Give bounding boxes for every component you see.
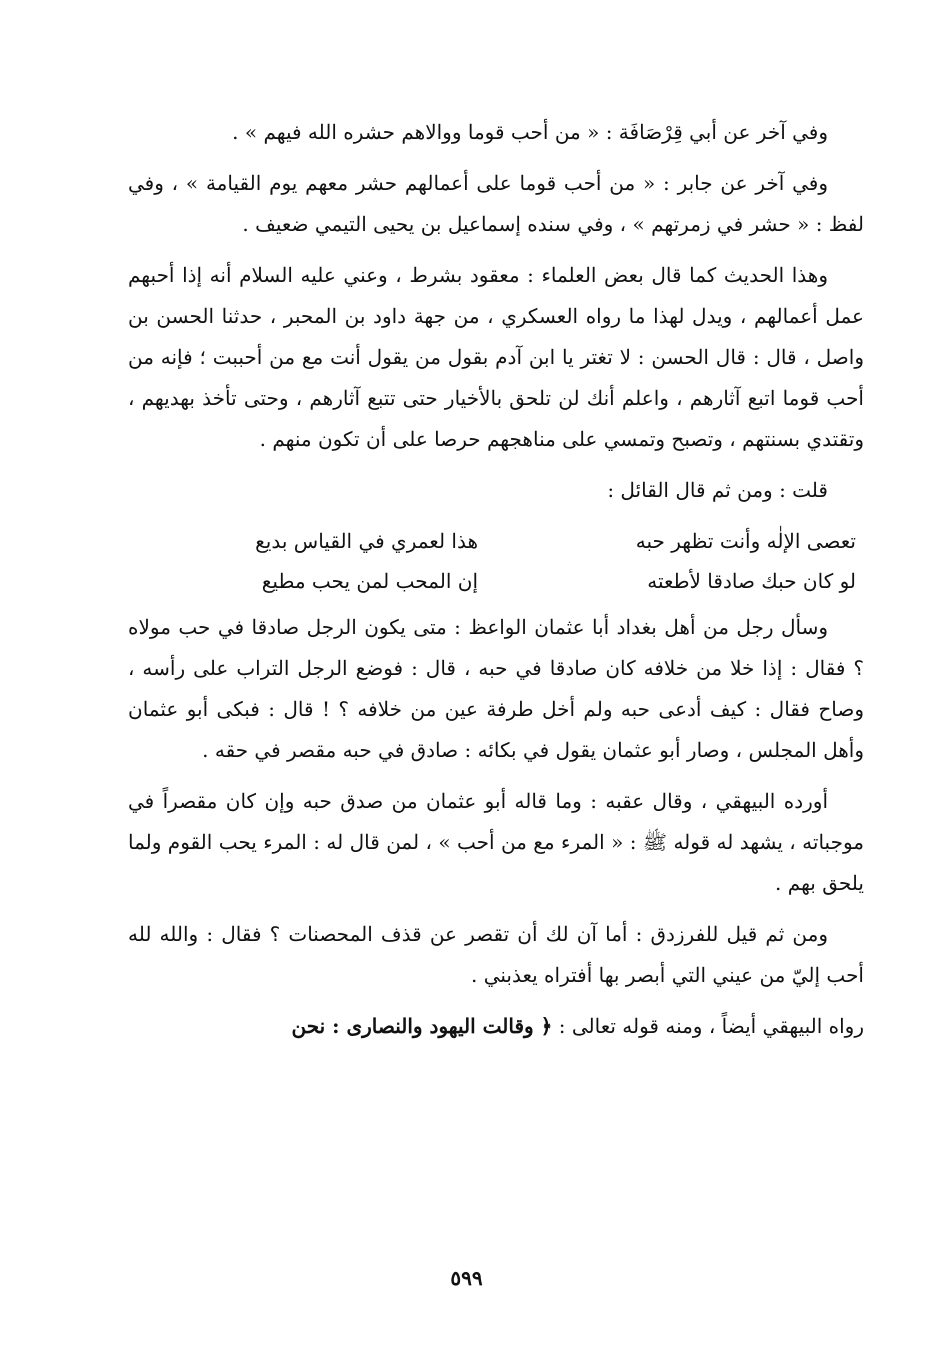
paragraph-abu-qirsafa: وفي آخر عن أبي قِرْصَافَة : « من أحب قوما ووالاهم حشره الله فيهم » . bbox=[232, 120, 828, 144]
page-number: ٥٩٩ bbox=[450, 1266, 483, 1290]
poem bbox=[128, 521, 864, 601]
poem-verse bbox=[128, 561, 864, 601]
paragraph-farazdaq: ومن ثم قيل للفرزدق : أما آن لك أن تقصر عن قذف المحصنات ؟ فقال : والله لله أحب إليّ من عيني التي أبصر بها أفتراه يعذبني . bbox=[128, 922, 864, 987]
poem-verse-second-half: إن المحب لمن يحب مطيع bbox=[261, 569, 478, 593]
page-body bbox=[128, 112, 864, 1057]
poem-verse bbox=[128, 521, 864, 561]
paragraph-hadith-explanation: وهذا الحديث كما قال بعض العلماء : معقود بشرط ، وعني عليه السلام أنه إذا أحبهم عمل أعمالهم ، ويدل لهذا ما رواه العسكري ، من جهة داود بن المحبر ، حدثنا الحسن بن واصل ، قال : قال الحسن : لا تغتر يا ابن آدم بقول من يقول أنت مع من أحببت ؛ فإنه من أحب قوما اتبع آثارهم ، واعلم أنك لن تلحق بالأخيار حتى تتبع آثارهم ، وحتى تأخذ بهديهم ، وتقتدي بسنتهم ، وتصبح وتمسي على مناهجهم حرصا على أن تكون منهم . bbox=[128, 263, 864, 451]
paragraph-bayhaqi: أورده البيهقي ، وقال عقبه : وما قاله أبو عثمان من صدق حبه وإن كان مقصراً في موجباته ، يشهد له قوله ﷺ : « المرء مع من أحب » ، لمن قال له : المرء يحب القوم ولما يلحق بهم . bbox=[128, 789, 864, 895]
poem-verse-first-half: لو كان حبك صادقا لأطعته bbox=[647, 569, 856, 593]
paragraph-last-line bbox=[128, 1006, 864, 1047]
paragraph-poem-intro: قلت : ومن ثم قال القائل : bbox=[607, 478, 828, 502]
quran-quote: ﴿ وقالت اليهود والنصارى : نحن bbox=[291, 1014, 553, 1038]
poem-verse-second-half: هذا لعمري في القياس بديع bbox=[255, 529, 478, 553]
last-line-text: رواه البيهقي أيضاً ، ومنه قوله تعالى : bbox=[552, 1014, 864, 1038]
poem-verse-first-half: تعصى الإلٰه وأنت تظهر حبه bbox=[635, 529, 856, 553]
paragraph-jabir: وفي آخر عن جابر : « من أحب قوما على أعمالهم حشر معهم يوم القيامة » ، وفي لفظ : « حشر في زمرتهم » ، وفي سنده إسماعيل بن يحيى التيمي ضعيف . bbox=[128, 171, 864, 236]
paragraph-abu-uthman: وسأل رجل من أهل بغداد أبا عثمان الواعظ : متى يكون الرجل صادقا في حب مولاه ؟ فقال : إذا خلا من خلافه كان صادقا في حبه ، قال : فوضع الرجل التراب على رأسه ، وصاح فقال : كيف أدعى حبه ولم أخل طرفة عين من خلافه ؟ ! قال : فبكى أبو عثمان وأهل المجلس ، وصار أبو عثمان يقول في بكائه : صادق في حبه مقصر في حقه . bbox=[128, 615, 864, 762]
